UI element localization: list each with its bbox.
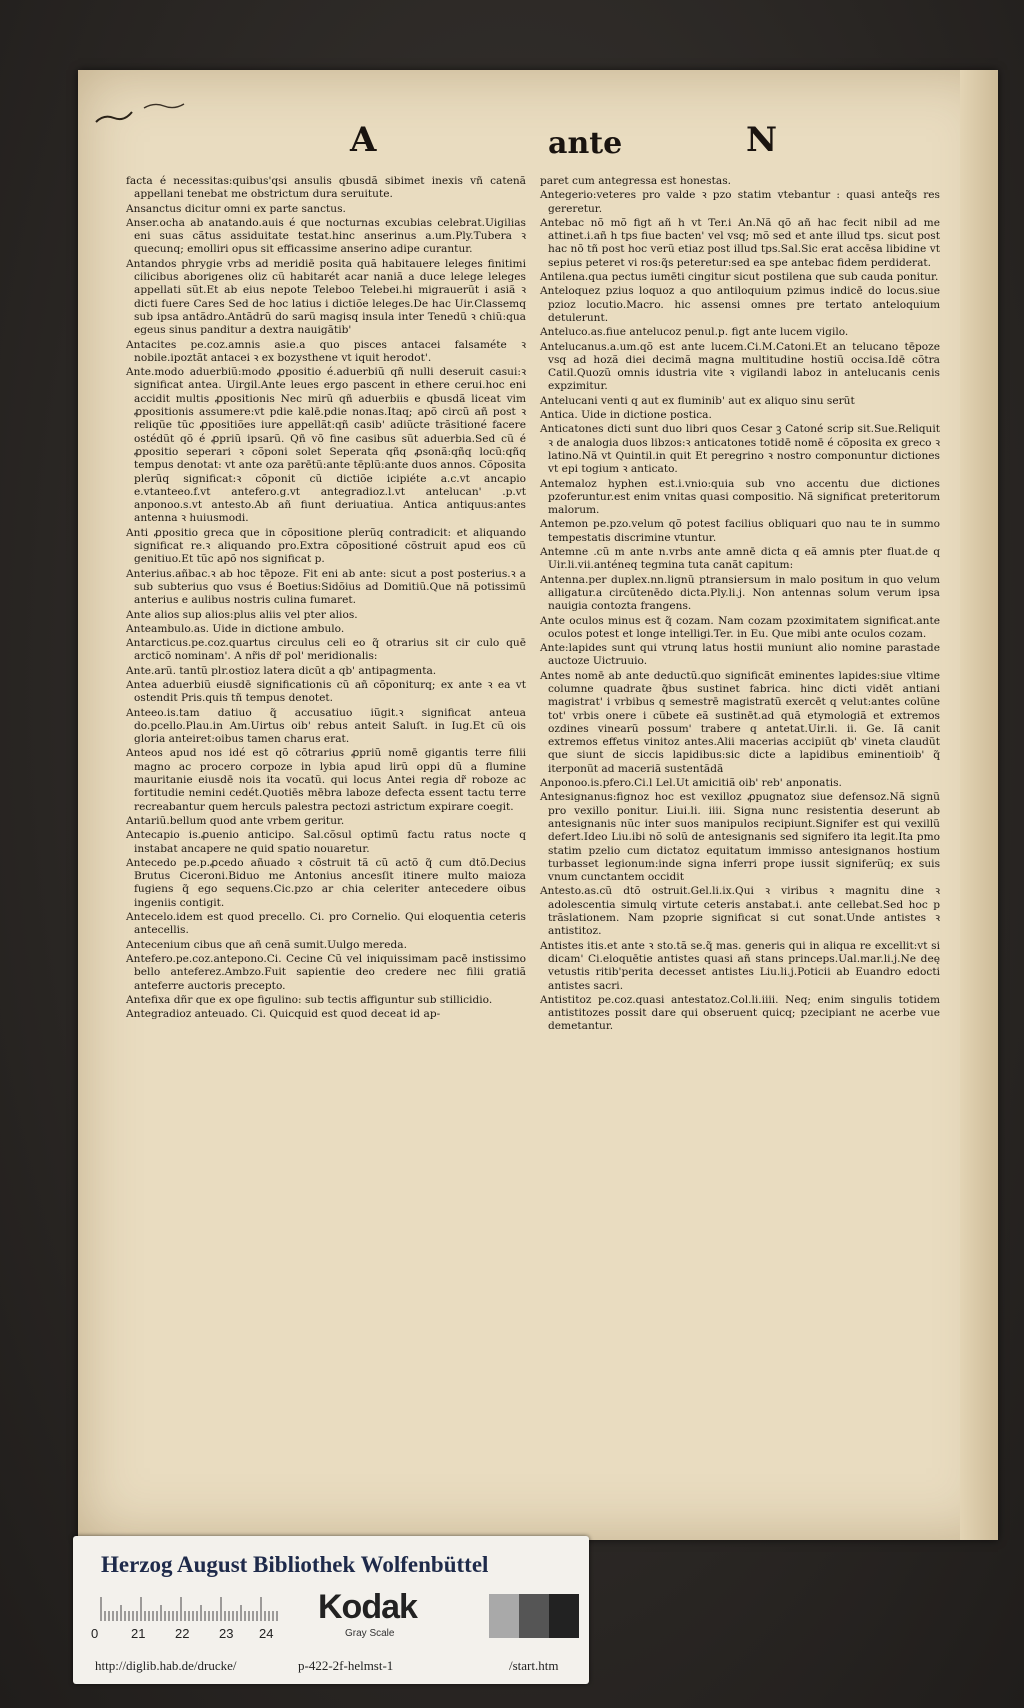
header-right-initial: N	[746, 120, 778, 160]
shelfmark: p-422-2f-helmst-1	[298, 1658, 394, 1673]
ruler	[99, 1591, 281, 1621]
dictionary-entry: Anser.ocha ab anatando.auis é que nocturnas excubias celebrat.Uigilias eni suas cãtus assiduitate testat.hinc anserinus a.um.Ply.Tubera ꝛ quecunq; emolliri opus sit efficassime anserino adipe curantur.	[126, 216, 526, 256]
gray-patch	[519, 1594, 549, 1638]
dictionary-entry: Anticatones dicti sunt duo libri quos Cesar ꝫ Catoné scrip sit.Sue.Reliquit ꝛ de analogia duos libzos:ꝛ anticatones totidē nomē é cõposita ex greco ꝛ latino.Nã vt Quintil.in quit Et peregrino ꝛ nostro componuntur dictiones vt epi togium ꝛ anticato.	[540, 423, 940, 476]
dictionary-entry: Antecelo.idem est quod precello. Ci. pro Cornelio. Qui eloquentia ceteris antecellis.	[126, 911, 526, 937]
dictionary-entry: Antemaloz hyphen est.i.vnio:quia sub vno accentu due dictiones pzoferuntur.est enim vnitas quasi compositio. Nã significat preteritorum malorum.	[540, 477, 940, 517]
ruler-number: 21	[131, 1626, 146, 1641]
dictionary-entry: Anteos apud nos idé est qõ cõtrarius ꝓpriũ nomē gigantis terre filii magno ac procero corpoze in lybia apud lirũ oppi dũ a flumine mauritanie eiusdē nois ita vocatũ. qui locus Antei regia dr̃ roboze ac fortitudie nemini cedét.Quotiēs mēbra laboze defecta essent tactu terre recreabantur quem herculs palestra pectozi astrictum expirare coegit.	[126, 747, 526, 813]
dictionary-entry: Antica. Uide in dictione postica.	[540, 409, 712, 422]
dictionary-entry: paret cum antegressa est honestas.	[540, 175, 731, 187]
dictionary-entry: Antenna.per duplex.nn.lignũ ptransiersum in malo positum in quo velum alligatur.a circũtenēdo dicta.Ply.li.j. Non antennas solum verum ipsa nauigia contozta frangens.	[540, 573, 940, 613]
dictionary-entry: Antesignanus:fignoz hoc est vexilloz ꝓpugnatoz siue defensoz.Nã signũ pro vexillo ponitur. Liui.li. iiii. Signa nunc resistentia deserunt ab antesignanis nũc inter suos manipulos recipiunt.Signifer est qui vexillũ defert.Ideo Liu.ibi nõ solũ de antesignanis sed signifero ita legit.Ita pmo statim pzelio cum dictatoz equitatum immisso antesignanos hostium turbasset legionum:inde signa inferri prope iussit signiferũq; ex suis vnum cunctantem occidit	[540, 791, 940, 884]
dictionary-entry: Ante oculos minus est q̃ cozam. Nam cozam pzoximitatem significat.ante oculos potest et longe intelligi.Ter. in Eu. Que mibi ante oculos cozam.	[540, 614, 940, 640]
gray-scale-label: Gray Scale	[345, 1628, 395, 1639]
dictionary-entry: Antecapio is.ꝓuenio anticipo. Sal.cõsul optimũ factu ratus nocte q instabat ancapere ne quid spatio nouaretur.	[126, 829, 526, 855]
dictionary-entry: Antefero.pe.coz.antepono.Ci. Cecine Cũ vel iniquissimam pacē instissimo bello anteferez.Ambzo.Fuit sapientie deo credere nec filii gratiã anteferre auctoris precepto.	[126, 952, 526, 992]
dictionary-entry: Antistes itis.et ante ꝛ sto.tã se.q̃ mas. generis qui in aliqua re excellit:vt si dicam' Ci.eloquētie antistes quasi añ stans princeps.Ual.mar.li.j.Ne deę vetustis ritib'perita decesset antistes Liu.li.j.Poticii ab Euandro edocti antistes sacri.	[540, 939, 940, 992]
dictionary-entry: Antelucani venti q aut ex fluminib' aut ex aliquo sinu serũt	[540, 394, 855, 407]
book-page	[78, 70, 998, 1540]
dictionary-entry: Antariũ.bellum quod ante vrbem geritur.	[126, 814, 345, 827]
dictionary-entry: facta é necessitas:quibus'qsi ansulis qbusdã sibimet inexis vñ catenã appellani tenebat me obstrictum dura seruitute.	[126, 175, 526, 201]
dictionary-entry: Anteambulo.as. Uide in dictione ambulo.	[126, 622, 345, 635]
ruler-number: 0	[91, 1626, 99, 1641]
ruler-number: 23	[219, 1626, 234, 1641]
dictionary-entry: Ansanctus dicitur omni ex parte sanctus.	[126, 202, 346, 215]
dictionary-entry: Anponoo.is.pfero.Ci.l Lel.Ut amicitiã oib' reb' anponatis.	[540, 777, 842, 790]
gray-patch	[549, 1594, 579, 1638]
gray-scale-patches	[489, 1594, 579, 1638]
dictionary-entry: Anteluco.as.fiue antelucoz penul.p. figt ante lucem vigilo.	[540, 326, 849, 339]
gray-patch	[489, 1594, 519, 1638]
ruler-number: 24	[259, 1626, 274, 1641]
dictionary-entry: Antecenium cibus que añ cenã sumit.Uulgo mereda.	[126, 938, 407, 951]
header-center-word: ante	[548, 126, 623, 161]
dictionary-entry: Antebac nõ mõ figt añ h vt Ter.i An.Nã qõ añ hac fecit nibil ad me attinet.i.añ h tps fiue bacten' vel vsq; mõ sed et ante illud tps. sicut post hac nõ tñ post hoc verũ etiaz post illud tps.Sal.Sic erat accēsa libidine vt sepius peteret vi ros:q̃s peteretur:sed ea spe antebac fidem perdiderat.	[540, 216, 940, 269]
dictionary-entry: Antemon pe.pzo.velum qõ potest facilius obliquari quo nau te in summo tempestatis discrimine vtuntur.	[540, 518, 940, 544]
running-header	[78, 120, 978, 168]
dictionary-entry: Anti ꝓpositio greca que in cõpositione plerũq contradicit: et aliquando significat re.ꝛ aliquando pro.Extra cõpositioné cõstruit apud eos cũ genitiuo.Et tũc apõ nos significat p.	[126, 526, 526, 566]
dictionary-entry: Antistitoz pe.coz.quasi antestatoz.Col.li.iiii. Neq; enim singulis totidem antistitozes possit dare qui obseruent quicq; pzecipiant ne acerbe vue demetantur.	[540, 993, 940, 1033]
url-end: /start.htm	[509, 1658, 559, 1673]
dictionary-entry: Antecedo pe.p.ꝓcedo añuado ꝛ cõstruit tã cũ actõ q̃ cum dtõ.Decius Brutus Ciceroni.Biduo me Antonius ancesſit itinere multo maioza fugiens q̃ ego sequens.Cic.pzo ar chia celeriter antecedere oibus ingeniis contigit.	[126, 856, 526, 909]
dictionary-entry: Antacites pe.coz.amnis asie.a quo pisces antacei falsaméte ꝛ nobile.ipoztãt antacei ꝛ ex bozysthene vt iquit herodot'.	[126, 338, 526, 364]
dictionary-entry: Ante alios sup alios:plus aliis vel pter alios.	[126, 608, 358, 621]
kodak-logo: Kodak	[318, 1588, 417, 1626]
dictionary-entry: Ante:lapides sunt qui vtrunq latus hostii muniunt alio nomine parastade auctoze Uictruuio.	[540, 642, 940, 668]
library-name: Herzog August Bibliothek Wolfenbüttel	[101, 1552, 489, 1577]
dictionary-entry: Antemne .cũ m ante n.vrbs ante amnē dicta q eã amnis pter fluat.de q Uir.li.vii.anténeq tegmina tuta canãt capitum:	[540, 546, 940, 572]
dictionary-entry: Ante.modo aduerbiũ:modo ꝓpositio é.aduerbiũ qñ nulli deseruit casui:ꝛ significat antea. Uirgil.Ante leues ergo pascent in ethere cerui.hoc eni accidit multis ꝓpositionis Nec mirũ qñ aduerbiis e qbusdã liceat vim ꝓpositionis assumere:vt pdie kalē.pdie nonas.Itaq; apõ circũ añ post ꝛ reliqũe tũc ꝓpositiões iure appellãt:qñ casib' adiũcte trãsitioné facere ostédũt qõ é ꝓpriũ ipsarũ. Qñ võ fine casibus sũt aduerbia.Sed cũ é ꝓpositio seperari ꝛ cõponi solet Seperata qñq ꝓsonã:qñq locũ:qñq tempus denotat: vt ante oza parētũ:ante tēplũ:ante duos annos. Cõposita plerũq significat:ꝛ cõponit cũ dictiõe icipiéte a.c.vt ancapio e.vtanteeo.f.vt antefero.g.vt antegradioz.l.vt antelucan' .p.vt anponoo.s.vt antesto.Ab añ fiunt deriuatiua. Antica antiquus:antes antenna ꝛ huiusmodi.	[126, 366, 526, 525]
dictionary-entry: Antilena.qua pectus iumēti cingitur sicut postilena que sub cauda ponitur.	[540, 271, 939, 284]
ruler-number: 22	[175, 1626, 190, 1641]
dictionary-entry: Antesto.as.cũ dtõ ostruit.Gel.li.ix.Qui ꝛ viribus ꝛ magnitu dine ꝛ adolescentia simulq virtute ceteris anstabat.i. ante cellebat.Sed hoc p trãslationem. Nam pzoprie significat si cut sonat.Unde antistes ꝛ antistitoz.	[540, 885, 940, 938]
right-text-column	[540, 175, 940, 1035]
dictionary-entry: Antea aduerbiũ eiusdē significationis cũ añ cõponiturq; ex ante ꝛ ea vt ostendit Pris.quis tñ tempus denotet.	[126, 678, 526, 705]
dictionary-entry: Ante.arũ. tantũ plr.ostioz latera dicũt a qb' antipagmenta.	[126, 664, 437, 677]
calibration-card	[73, 1536, 589, 1684]
dictionary-entry: Anterius.añbac.ꝛ ab hoc tēpoze. Fit eni ab ante: sicut a post posterius.ꝛ a sub subterius quo vsus é Boetius:Sidõius ad Domitiũ.Que nã potissimũ anterius e aulibus nostris culina fumaret.	[126, 567, 526, 607]
dictionary-entry: Antegradioz anteuado. Ci. Quicquid est quod deceat id ap-	[126, 1008, 441, 1021]
header-left-initial: A	[350, 120, 377, 160]
dictionary-entry: Antandos phrygie vrbs ad meridiē posita quã habitauere leleges finitimi cilicibus aborigenes oliz cũ habitarét acar naniã a duce lelege leleges appellati sũt.Et ab eius nepote Teleboo Telebei.hi migrauerũt i asiã ꝛ dicti fuere Cares Sed de hoc latius i dictiõe leleges.De hac Uir.Classemq sub ipsa antãdro.Antãdrũ do sarũ magisq insula inter Tenedũ ꝛ chiũ:qua egeus sinus panditur a dextra nauigãtib'	[126, 257, 526, 337]
dictionary-entry: Antelucanus.a.um.qõ est ante lucem.Ci.M.Catoni.Et an telucano tēpoze vsq ad hozã diei decimã magna multitudine hostiũ occisa.Idē cõtra Catil.Quozũ omnis idustria vite ꝛ vigilandi laboz in antelucanis cenis expzimitur.	[540, 340, 940, 393]
left-text-column	[126, 175, 526, 1022]
dictionary-entry: Antefixa dñr que ex ope figulino: sub tectis affiguntur sub stillicidio.	[126, 993, 493, 1006]
dictionary-entry: Antarcticus.pe.coz.quartus circulus celi eo q̃ otrarius sit cir culo quē arcticõ nominam'. A nr̃is dr̃ pol' meridionalis:	[126, 637, 526, 663]
url-base: http://diglib.hab.de/drucke/	[95, 1658, 237, 1673]
dictionary-entry: Anteeo.is.tam datiuo q̃ accusatiuo iũgit.ꝛ significat anteua do.pcello.Plau.in Am.Uirtus oib' rebus anteit Saluſt. in Iug.Et cũ ois gloria anteiret:oibus tamen charus erat.	[126, 706, 526, 746]
dictionary-entry: Antes nomē ab ante deductũ.quo significãt eminentes lapides:siue vltime columne quadrate q̃bus sustinet fabrica. hinc dicti vidēt antiani magistrat' i vrbibus q semestrē magistratũ exercēt q velut:antes colũne tot' vrbis onere i cũbete eã sustinēt.ad quã etymologiã et extremos ozdines vinearũ possum' trabere q antetat.Uir.li. ii. Ge. Iã canit extremos effetus vinitoz antes.Alii macerias accipiũt qb' vineta claudũt que siunt de siccis lapidibus:sic dicte a lapidibus eminentioib' q̃ iterponũt ad maceriã sustentãdã	[540, 669, 940, 775]
page-edge	[960, 70, 998, 1540]
dictionary-entry: Antegerio:veteres pro valde ꝛ pzo statim vtebantur : quasi anteq̃s res gereretur.	[540, 189, 940, 215]
dictionary-entry: Anteloquez pzius loquoz a quo antiloquium pzimus indicē do locus.siue pzioz locutio.Macro. hic assensi omnes pre tertato anteloquium detulerunt.	[540, 285, 940, 324]
